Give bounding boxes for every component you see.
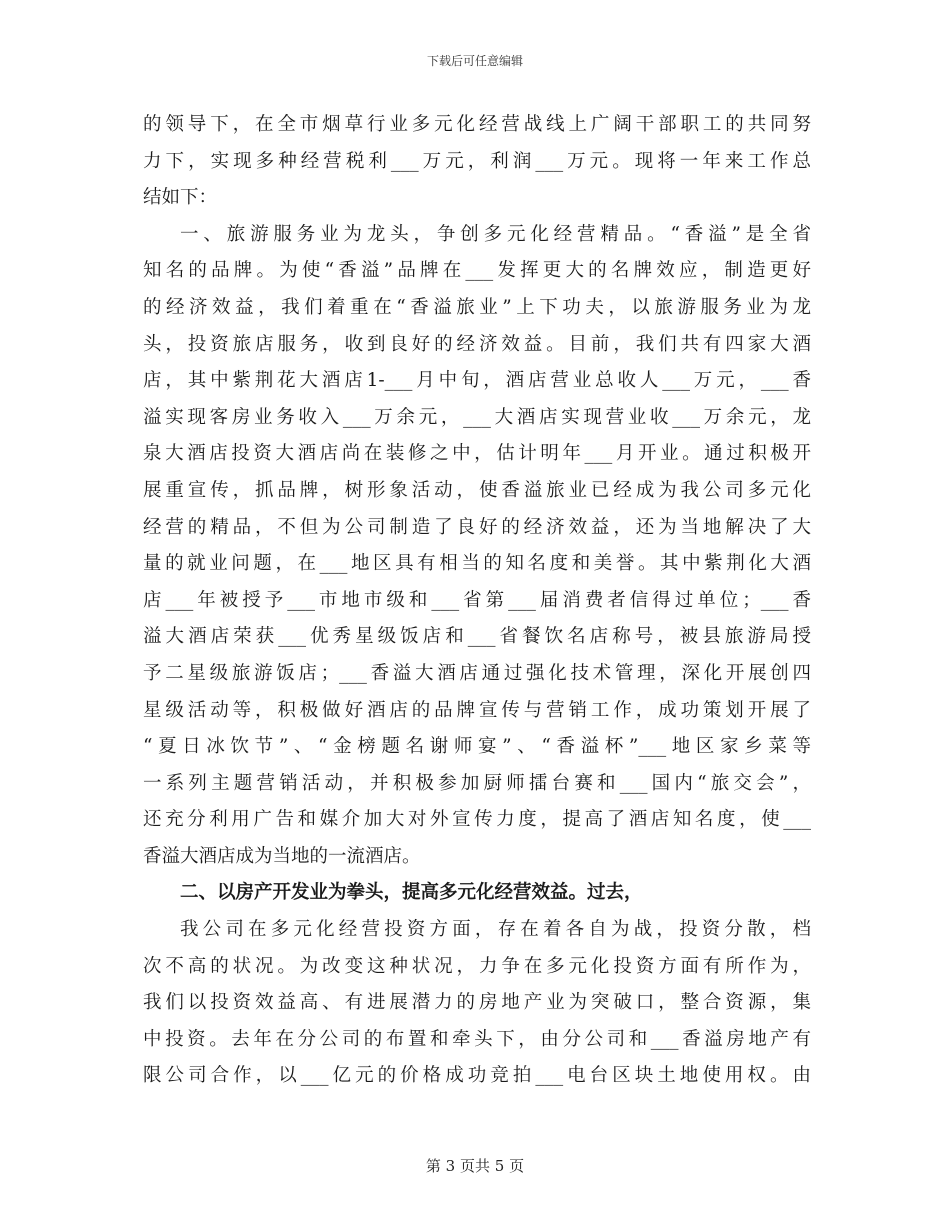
text-line: 的经济效益，我们着重在“香溢旅业”上下功夫，以旅游服务业为龙 — [143, 296, 811, 318]
text-line: 头，投资旅店服务，收到良好的经济效益。目前，我们共有四家大酒 — [143, 333, 811, 355]
text-line: 知名的品牌。为使“香溢”品牌在___发挥更大的名牌效应，制造更好 — [143, 260, 811, 282]
text-line: 量的就业问题，在___地区具有相当的知名度和美誉。其中紫荆化大酒 — [143, 553, 811, 575]
text-line: 我们以投资效益高、有进展潜力的房地产业为突破口，整合资源，集 — [143, 992, 811, 1014]
text-line: 店，其中紫荆花大酒店1-___月中旬，酒店营业总收人___万元，___香 — [143, 370, 811, 392]
text-line: 经营的精品，不但为公司制造了良好的经济效益，还为当地解决了大 — [143, 516, 811, 538]
text-line: 星级活动等，积极做好酒店的品牌宣传与营销工作，成功策划开展了 — [143, 699, 811, 721]
paragraph-first-line: 一、旅游服务业为龙头，争创多元化经营精品。“香溢”是全省 — [180, 223, 811, 245]
text-line: 力下，实现多种经营税利___万元，利润___万元。现将一年来工作总 — [143, 150, 811, 172]
page-header: 下载后可任意编辑 — [426, 54, 523, 68]
text-line: 中投资。去年在分公司的布置和牵头下，由分公司和___香溢房地产有 — [143, 1028, 811, 1050]
text-line: 次不高的状况。为改变这种状况，力争在多元化投资方面有所作为， — [143, 955, 811, 977]
text-line: 结如下： — [143, 187, 218, 209]
text-line: 还充分利用广告和媒介加大对外宣传力度，提高了酒店知名度，使___ — [143, 809, 811, 831]
text-line: 店___年被授予___市地市级和___省第___届消费者信得过单位；___香 — [143, 589, 811, 611]
text-line: “夏日冰饮节”、“金榜题名谢师宴”、“香溢杯”___地区家乡菜等 — [143, 736, 811, 758]
text-line: 香溢大酒店成为当地的一流酒店。 — [143, 845, 421, 867]
paragraph-first-line: 我公司在多元化经营投资方面，存在着各自为战，投资分散，档 — [180, 919, 811, 941]
text-line: 予二星级旅游饭店；___香溢大酒店通过强化技术管理，深化开展创四 — [143, 662, 811, 684]
text-line: 的领导下，在全市烟草行业多元化经营战线上广阔干部职工的共同努 — [143, 114, 811, 135]
page-number: 第 3 页共 5 页 — [425, 1157, 525, 1175]
text-line: 溢实现客房业务收入___万余元，___大酒店实现营业收___万余元，龙 — [143, 406, 811, 428]
text-line: 展重宣传，抓品牌，树形象活动，使香溢旅业已经成为我公司多元化 — [143, 479, 811, 501]
text-line: 泉大酒店投资大酒店尚在装修之中，估计明年___月开业。通过积极开 — [143, 443, 811, 465]
document-body — [143, 107, 811, 1095]
section-heading: 二、以房产开发业为拳头，提高多元化经营效益。过去， — [180, 882, 643, 904]
text-line: 限公司合作，以___亿元的价格成功竞拍___电台区块土地使用权。由 — [143, 1065, 811, 1087]
text-line: 溢大酒店荣获___优秀星级饭店和___省餐饮名店称号，被县旅游局授 — [143, 626, 811, 648]
text-line: 一系列主题营销活动，并积极参加厨师擂台赛和___国内“旅交会”， — [143, 772, 811, 794]
